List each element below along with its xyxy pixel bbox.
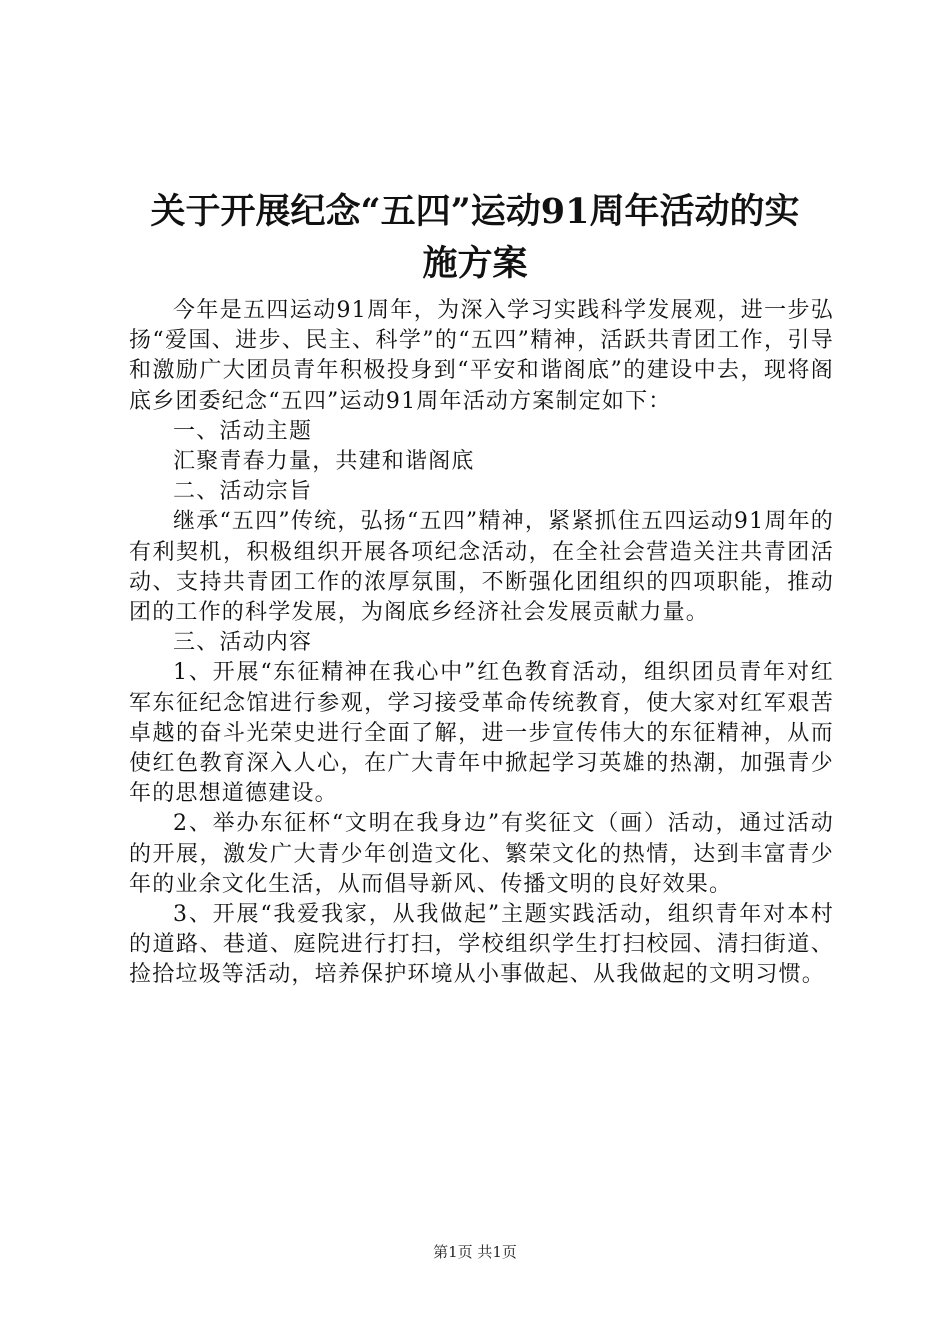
content-item-2: 2、举办东征杯“文明在我身边”有奖征文（画）活动，通过活动的开展，激发广大青少年创造文化、繁荣文化的热情，达到丰富青少年的业余文化生活，从而倡导新风、传播文明的良好效果。 [129, 811, 834, 897]
purpose-paragraph: 继承“五四”传统，弘扬“五四”精神，紧紧抓住五四运动91周年的有利契机，积极组织开展各项纪念活动，在全社会营造关注共青团活动、支持共青团工作的浓厚氛围，不断强化团组织的四项职能，推动团的工作的科学发展，为阁底乡经济社会发展贡献力量。 [129, 509, 834, 626]
section-heading-content: 三、活动内容 [173, 630, 313, 656]
theme-text: 汇聚青春力量，共建和谐阁底 [173, 449, 475, 475]
content-item-3: 3、开展“我爱我家，从我做起”主题实践活动，组织青年对本村的道路、巷道、庭院进行打扫，学校组织学生打扫校园、清扫街道、捡拾垃圾等活动，培养保护环境从小事做起、从我做起的文明习惯。 [129, 902, 834, 988]
document-title [110, 186, 840, 290]
section-heading-theme: 一、活动主题 [173, 418, 313, 444]
intro-paragraph: 今年是五四运动91周年，为深入学习实践科学发展观，进一步弘扬“爱国、进步、民主、科学”的“五四”精神，活跃共青团工作，引导和激励广大团员青年积极投身到“平安和谐阁底”的建设中去，现将阁底乡团委纪念“五四”运动91周年活动方案制定如下： [129, 298, 834, 414]
page-footer: 第1页 共1页 [433, 1243, 517, 1261]
title-line-1: 关于开展纪念“五四”运动91周年活动的实 [150, 191, 800, 232]
content-item-1: 1、开展“东征精神在我心中”红色教育活动，组织团员青年对红军东征纪念馆进行参观，学习接受革命传统教育，使大家对红军艰苦卓越的奋斗光荣史进行全面了解，进一步宣传伟大的东征精神，从而使红色教育深入人心，在广大青年中掀起学习英雄的热潮，加强青少年的思想道德建设。 [129, 660, 834, 807]
title-line-2: 施方案 [422, 243, 528, 284]
document-body [129, 296, 834, 991]
section-heading-purpose: 二、活动宗旨 [173, 479, 313, 505]
